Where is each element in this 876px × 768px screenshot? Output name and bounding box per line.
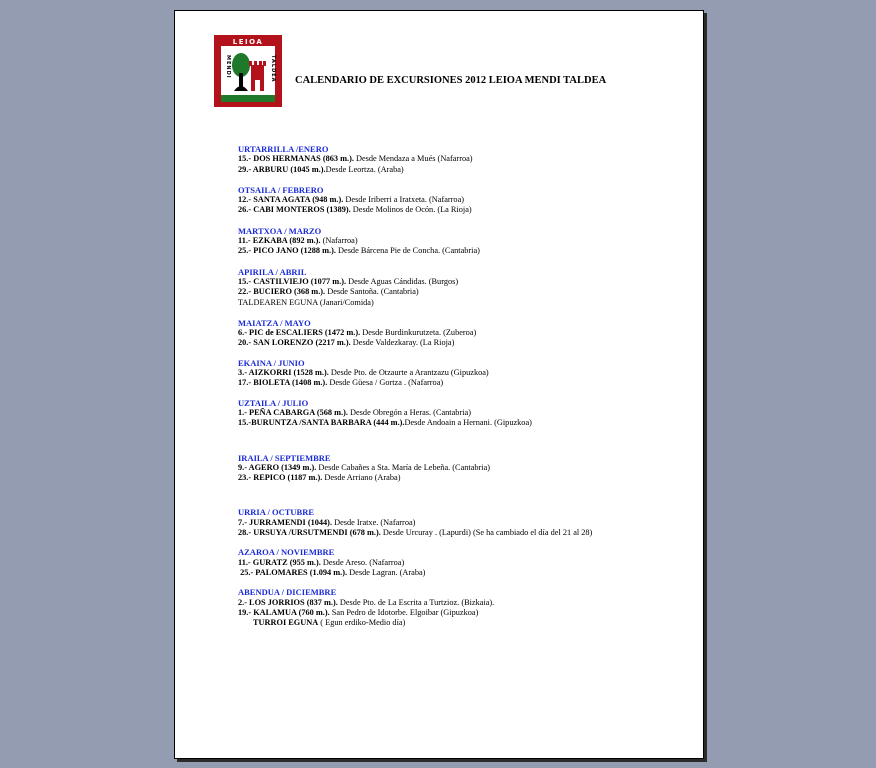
list-item: TURROI EGUNA ( Egun erdiko-Medio día) [253,618,406,628]
list-item: 1.- PEÑA CABARGA (568 m.). Desde Obregón a Heras. (Cantabria) [238,407,471,417]
section-mayo [238,318,698,349]
list-item: TALDEAREN EGUNA (Janari/Comida) [238,297,374,307]
month-heading: URTARRILLA /ENERO [238,144,329,154]
list-item: 12.- SANTA AGATA (948 m.). Desde Iriberri a Iratxeta. (Nafarroa) [238,195,465,205]
logo-text-top: LEIOA [232,38,264,46]
month-heading: OTSAILA / FEBRERO [238,184,324,195]
list-item: 26.- CABI MONTEROS (1389). Desde Molinos de Ocón. (La Rioja) [238,205,472,215]
section-febrero [238,185,698,216]
section-marzo [238,226,698,257]
list-item: 17.- BIOLETA (1408 m.). Desde Güesa / Gortza . (Nafarroa) [238,378,444,388]
list-item: 6.- PIC de ESCALIERS (1472 m.). Desde Burdinkurutzeta. (Zuberoa) [238,328,477,338]
list-item: 15.- CASTILVIEJO (1077 m.). Desde Aguas Cándidas. (Burgos) [238,276,459,286]
month-heading: IRAILA / SEPTIEMBRE [238,452,331,463]
list-item: 25.- PICO JANO (1288 m.). Desde Bárcena Pie de Concha. (Cantabria) [238,246,480,256]
list-item: 29.- ARBURU (1045 m.).Desde Leortza. (Araba) [238,164,404,174]
section-septiembre [238,453,698,484]
section-octubre [238,507,698,538]
list-item: 3.- AIZKORRI (1528 m.). Desde Pto. de Otzaurte a Arantzazu (Gipuzkoa) [238,368,489,378]
section-noviembre [238,547,698,578]
list-item: 2.- LOS JORRIOS (837 m.). Desde Pto. de La Escrita a Turtzioz. (Bizkaia). [238,597,495,607]
excursion-list [238,144,698,628]
list-item: 20.- SAN LORENZO (2217 m.). Desde Valdezkaray. (La Rioja) [238,338,455,348]
month-heading: URRIA / OCTUBRE [238,507,315,518]
list-item: 25.- PALOMARES (1.094 m.). Desde Lagran. (Araba) [238,567,426,577]
list-item: 19.- KALAMUA (760 m.). San Pedro de Idotorbe. Elgoibar (Gipuzkoa) [238,607,479,617]
list-item: 28.- URSUYA /URSUTMENDI (678 m.). Desde Urcuray . (Lapurdi) (Se ha cambiado el día del 21 al 28) [238,528,593,538]
document-page [174,10,704,759]
list-item: 9.- AGERO (1349 m.). Desde Cabañes a Sta. María de Lebeña. (Cantabria) [238,462,491,472]
month-heading: APIRILA / ABRIL [238,266,307,277]
logo-text-right: TALDEA [270,55,276,83]
month-heading: AZAROA / NOVIEMBRE [238,547,335,558]
month-heading: UZTAILA / JULIO [238,397,309,408]
logo-text-left: MENDI [225,55,231,79]
section-diciembre [238,587,698,628]
section-abril [238,267,698,308]
month-heading: EKAINA / JUNIO [238,357,305,368]
list-item: 15.-BURUNTZA /SANTA BARBARA (444 m.).Desde Andoain a Hernani. (Gipuzkoa) [238,418,532,428]
list-item: 22.- BUCIERO (368 m.). Desde Santoña. (Cantabria) [238,287,419,297]
list-item: 11.- GURATZ (955 m.). Desde Areso. (Nafarroa) [238,557,405,567]
list-item: 15.- DOS HERMANAS (863 m.). Desde Mendaza a Mués (Nafarroa) [238,154,473,164]
month-heading: ABENDUA / DICIEMBRE [238,587,337,598]
section-julio [238,398,698,429]
month-heading: MARTXOA / MARZO [238,225,322,236]
list-item: 11.- EZKABA (892 m.). (Nafarroa) [238,236,358,246]
month-heading: MAIATZA / MAYO [238,317,311,328]
section-junio [238,358,698,389]
section-enero [238,144,698,175]
list-item: 23.- REPICO (1187 m.). Desde Arriano (Araba) [238,473,401,483]
list-item: 7.- JURRAMENDI (1044). Desde Iratxe. (Nafarroa) [238,517,416,527]
document-title: CALENDARIO DE EXCURSIONES 2012 LEIOA MENDI TALDEA [295,75,607,86]
club-logo [214,35,282,107]
